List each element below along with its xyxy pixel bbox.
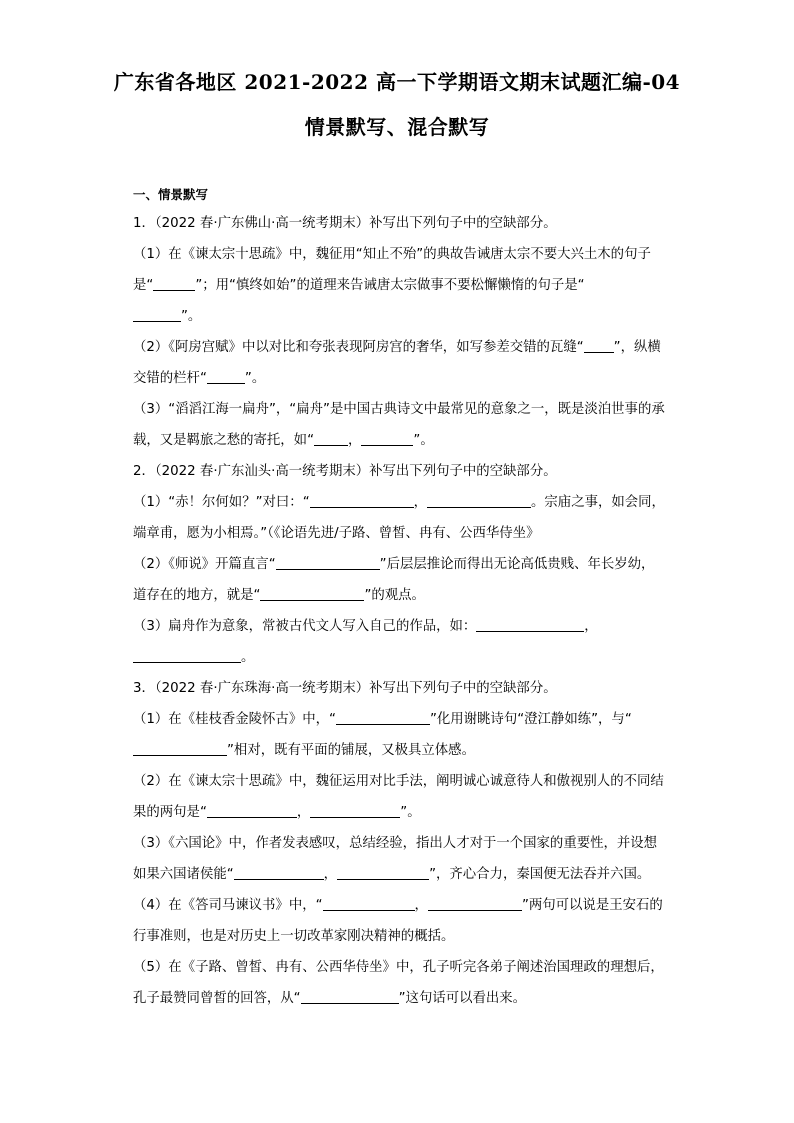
text-segment: ”化用谢眺诗句“澄江静如练”，与“: [429, 712, 632, 727]
text-segment: （2）在《谏太宗十思疏》中，魏征运用对比手法，阐明诚心诚意待人和傲视别人的不同结果的两句是“: [133, 774, 664, 820]
text-segment: （2）《师说》开篇直言“: [133, 557, 276, 572]
answer-blank: [207, 369, 245, 384]
text-segment: （1）“赤！尔何如？”对曰：“: [133, 495, 310, 510]
answer-blank: [310, 803, 400, 818]
text-segment: ”，齐心合力，秦国便无法吞并六国。: [429, 867, 651, 882]
text-segment: ”。: [400, 805, 421, 820]
question-1-item-2: [133, 332, 665, 394]
answer-blank: [133, 307, 181, 322]
question-3-item-2: [133, 766, 665, 828]
text-segment: ”的观点。: [364, 588, 425, 603]
question-3-item-4: [133, 890, 665, 952]
answer-blank: [310, 493, 414, 508]
answer-blank: [428, 896, 522, 911]
answer-blank: [323, 896, 415, 911]
text-segment: ”后层层推论而得出无论高低贵贱、年长岁幼，道存在的地方，就是“: [133, 557, 655, 603]
question-2-item-1: [133, 487, 665, 549]
section-heading: 一、情景默写: [133, 187, 209, 202]
text-segment: （3）扁舟作为意象，常被古代文人写入自己的作品，如：: [133, 619, 477, 634]
document-title-line2: 情景默写、混合默写: [304, 115, 490, 139]
question-3-item-5: [133, 952, 665, 1014]
text-segment: （4）在《答司马谏议书》中，“: [133, 898, 323, 913]
text-segment: ，: [413, 495, 428, 510]
question-2-item-2: [133, 549, 665, 611]
text-segment: ”。: [413, 433, 434, 448]
text-segment: ，: [296, 805, 311, 820]
text-segment: ”；用“慎终如始”的道理来告诫唐太宗做事不要松懈懒惰的句子是“: [195, 278, 585, 293]
text-segment: （1）在《谏太宗十思疏》中，魏征用“知止不殆”的典故告诫唐太宗不要大兴土木的句子是“: [133, 247, 651, 293]
answer-blank: [336, 710, 430, 725]
text-segment: ，: [414, 898, 428, 913]
question-1-intro: 1．（2022 春·广东佛山·高一统考期末）补写出下列句子中的空缺部分。: [133, 216, 557, 231]
text-segment: ”。: [244, 371, 266, 386]
answer-blank: [234, 865, 324, 880]
text-segment: ”这句话可以看出来。: [398, 991, 527, 1006]
question-2-intro: 2．（2022 春·广东汕头·高一统考期末）补写出下列句子中的空缺部分。: [133, 464, 557, 479]
text-segment: ，: [323, 867, 338, 882]
answer-blank: [476, 617, 584, 632]
answer-blank: [153, 276, 195, 291]
document-title-line1: 广东省各地区 2021-2022 高一下学期语文期末试题汇编-04: [113, 70, 681, 94]
answer-blank: [260, 586, 364, 601]
document-body: [133, 182, 665, 1014]
answer-blank: [133, 741, 227, 756]
answer-blank: [207, 803, 297, 818]
question-3-intro: 3．（2022 春·广东珠海·高一统考期末）补写出下列句子中的空缺部分。: [133, 681, 557, 696]
text-segment: 。: [241, 650, 255, 665]
answer-blank: [314, 431, 348, 446]
text-segment: （1）在《桂枝香金陵怀古》中，“: [133, 712, 336, 727]
question-1-item-1: [133, 239, 665, 332]
text-segment: ”，纵横交错的栏杆“: [133, 340, 661, 386]
answer-blank: [584, 338, 614, 353]
question-3-item-1: [133, 704, 665, 766]
text-segment: ，: [584, 619, 598, 634]
question-2-item-3: [133, 611, 665, 673]
text-segment: （5）在《子路、曾皙、冉有、公西华侍坐》中，孔子听完各弟子阐述治国理政的理想后，孔子最赞同曾皙的回答，从“: [133, 960, 664, 1006]
text-segment: （3）《六国论》中，作者发表感叹，总结经验，指出人才对于一个国家的重要性，并设想如果六国诸侯能“: [133, 836, 658, 882]
text-segment: （2）《阿房宫赋》中以对比和夸张表现阿房宫的奢华，如写参差交错的瓦缝“: [133, 340, 584, 355]
answer-blank: [337, 865, 429, 880]
question-3-item-3: [133, 828, 665, 890]
text-segment: ”相对，既有平面的铺展，又极具立体感。: [227, 743, 475, 758]
text-segment: 。宗庙之事，如会同，端章甫，愿为小相焉。”（《论语先进/子路、曾皙、冉有、公西华侍坐》: [133, 495, 665, 541]
text-segment: ，: [348, 433, 362, 448]
answer-blank: [133, 648, 241, 663]
answer-blank: [276, 555, 380, 570]
text-segment: ”两句可以说是王安石的行事准则，也是对历史上一切改革家刚决精神的概括。: [133, 898, 663, 944]
text-segment: （3）“滔滔江海一扁舟”，“扁舟”是中国古典诗文中最常见的意象之一，既是淡泊世事的承载，又是羁旅之愁的寄托，如“: [133, 402, 665, 448]
answer-blank: [361, 431, 413, 446]
answer-blank: [301, 989, 399, 1004]
answer-blank: [427, 493, 531, 508]
question-1-item-3: [133, 394, 665, 456]
text-segment: ”。: [181, 309, 202, 324]
